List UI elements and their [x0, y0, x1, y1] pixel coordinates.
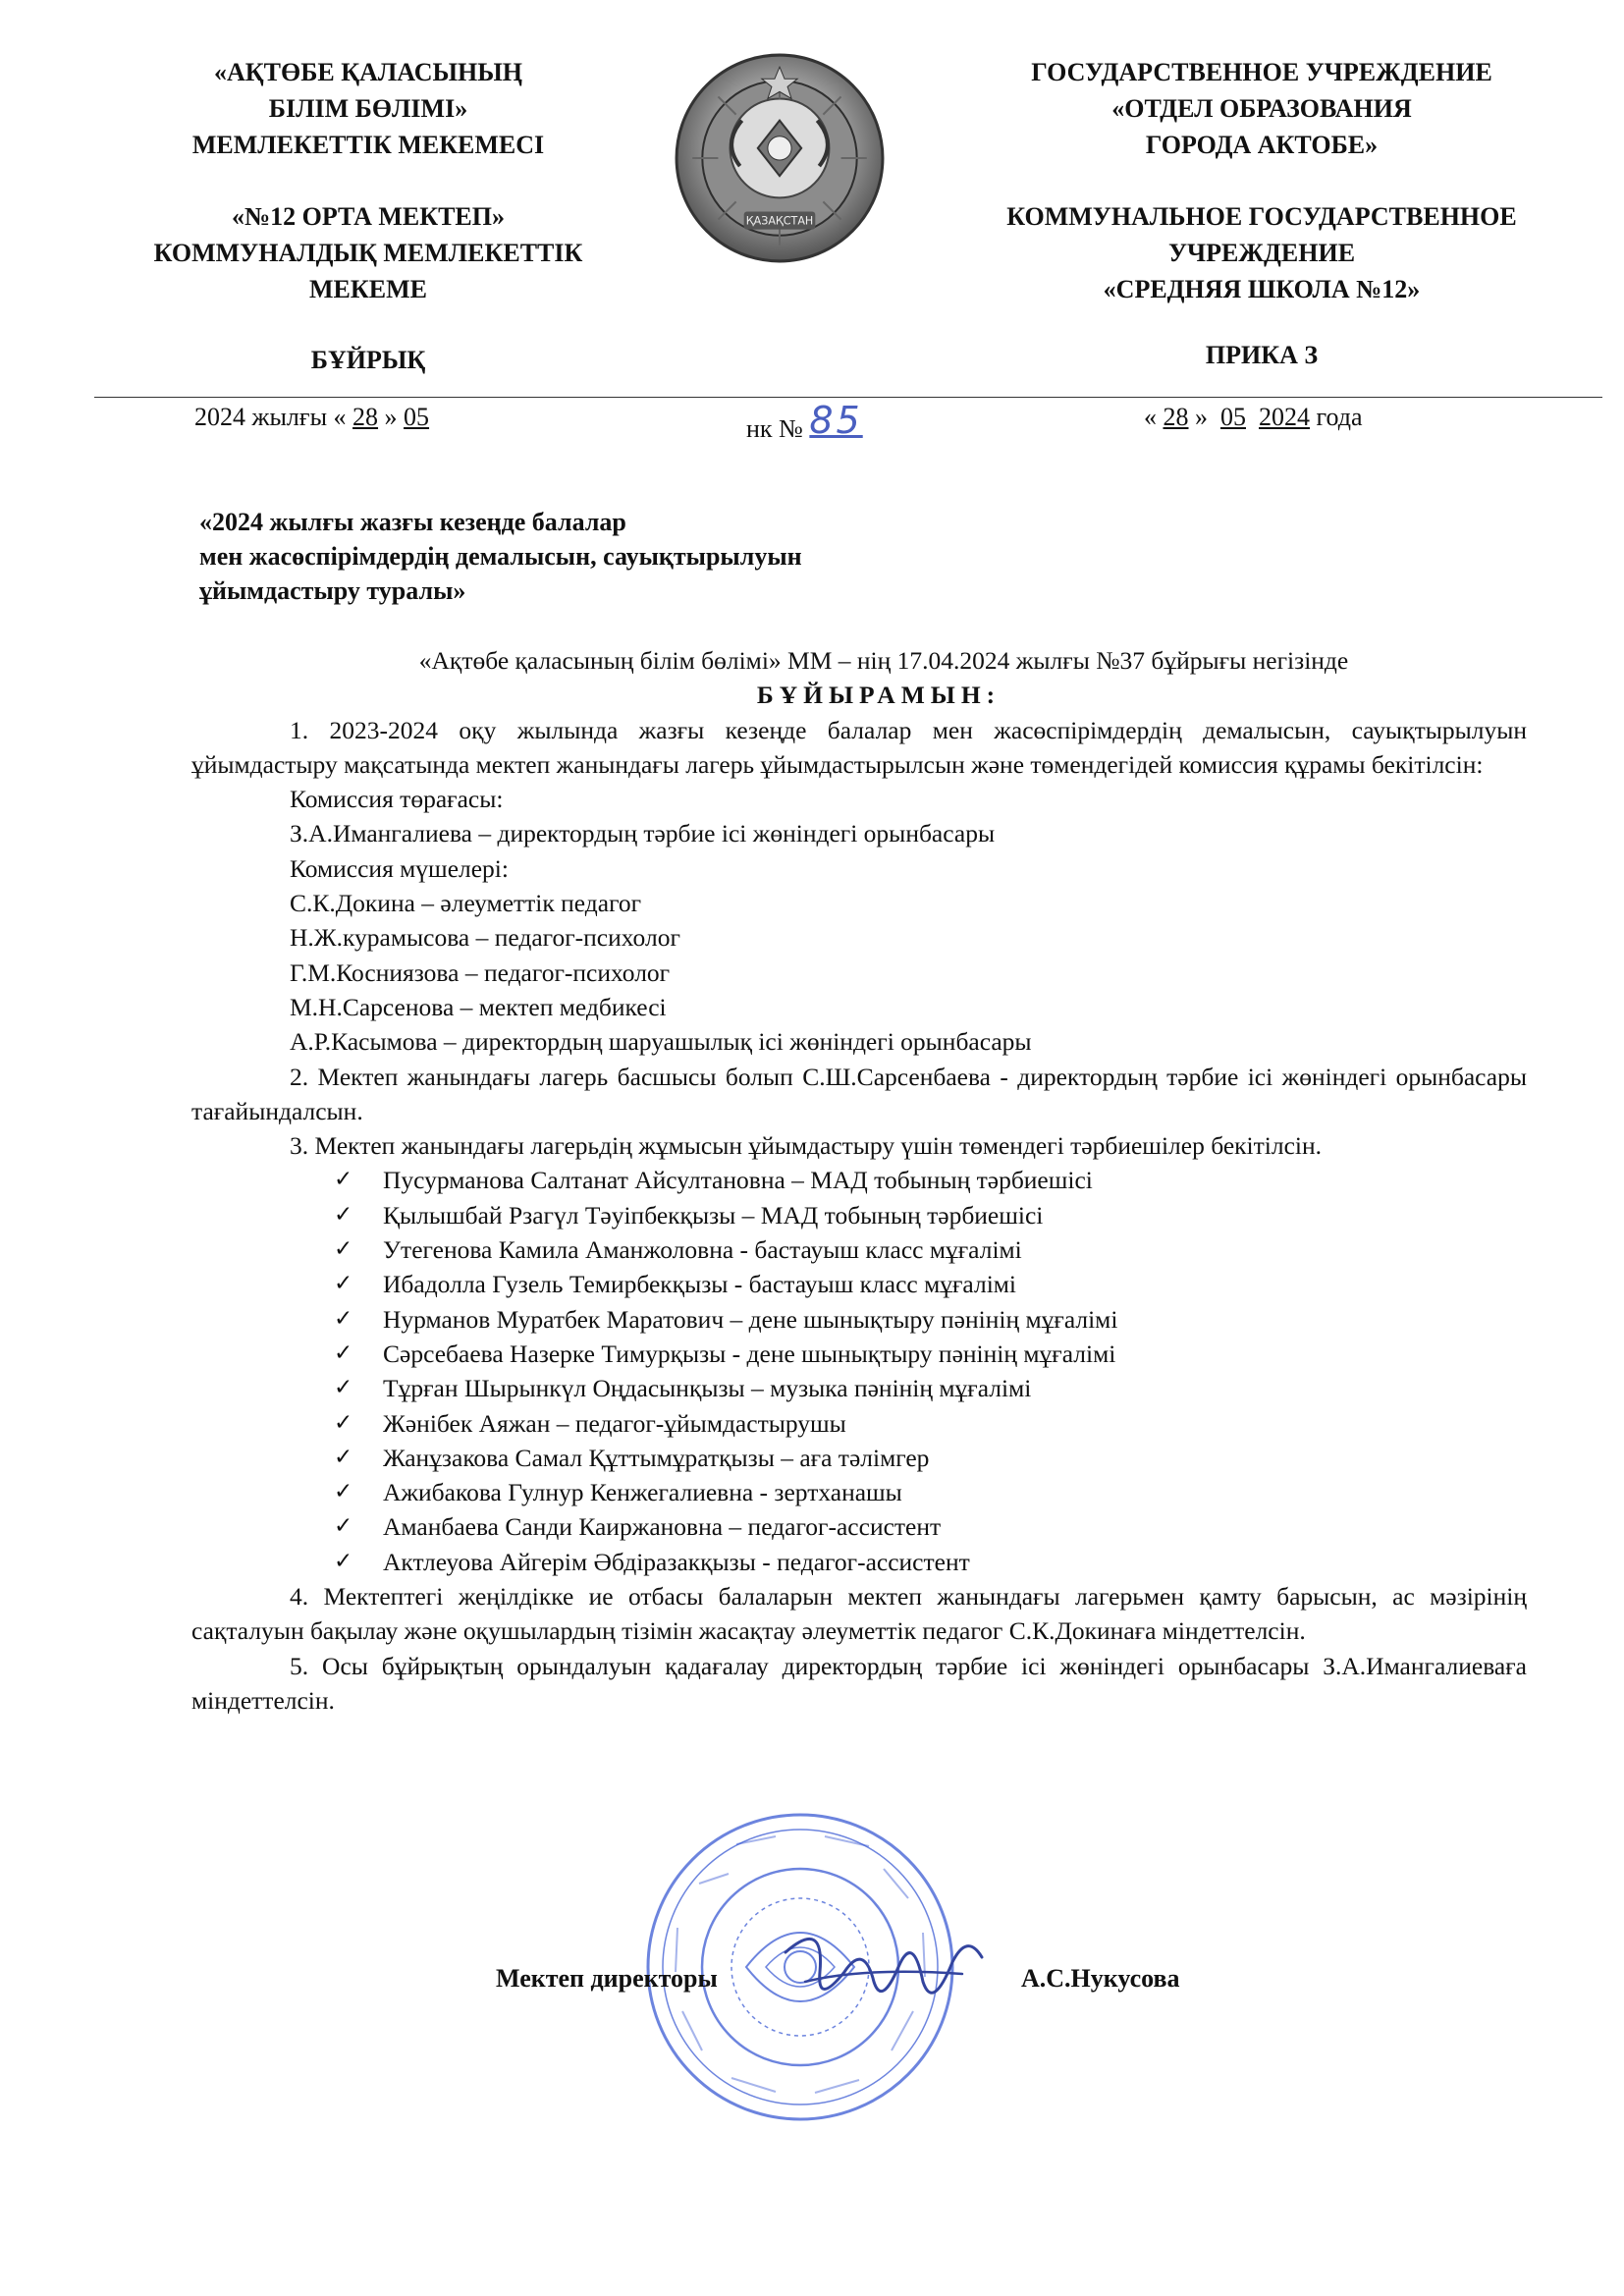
header-right-dept-line: «ОТДЕЛ ОБРАЗОВАНИЯ [1111, 94, 1412, 123]
signatory-title: Мектеп директоры [496, 1964, 718, 1993]
commission-member: М.Н.Сарсенова – мектеп медбикесі [290, 992, 667, 1021]
check-icon: ✓ [334, 1305, 353, 1332]
header-left-school-line: КОММУНАЛДЫҚ МЕМЛЕКЕТТІК [153, 239, 583, 267]
commission-member: Г.М.Косниязова – педагог-психолог [290, 957, 671, 987]
commission-member: Н.Ж.курамысова – педагог-психолог [290, 923, 680, 953]
date-kz-year: 2024 [194, 403, 245, 431]
item-2: 2. Мектеп жанындағы лагерь басшысы болып С.Ш.Сарсенбаева - директордың тәрбие ісі жөніндегі орынбасары тағайындалсын. [191, 1062, 1527, 1125]
header-left-school-line: МЕКЕМЕ [309, 275, 427, 303]
check-icon: ✓ [334, 1201, 353, 1228]
check-icon: ✓ [334, 1167, 353, 1193]
header-left-dept-line: МЕМЛЕКЕТТІК МЕКЕМЕСІ [191, 131, 545, 159]
header-right-school-line: «СРЕДНЯЯ ШКОЛА №12» [1103, 275, 1421, 303]
date-ru: « 28 » 05 2024 года [1144, 403, 1363, 431]
date-kz-month: 05 [404, 403, 430, 431]
list-item: ✓ Нурманов Муратбек Маратович – дене шынықтыру пәнінің мұғалімі [334, 1302, 1527, 1337]
list-item: ✓ Тұрған Шырынкүл Оңдасынқызы – музыка пәнінің мұғалімі [334, 1371, 1527, 1405]
state-emblem-icon [671, 49, 889, 267]
header-left-dept-line: «АҚТӨБЕ ҚАЛАСЫНЫҢ [214, 58, 522, 86]
doc-title-kz: БҰЙРЫҚ [310, 346, 426, 374]
date-ru-day: 28 [1163, 403, 1189, 431]
order-heading: БҰЙЫРАМЫН: [756, 681, 1001, 710]
order-subject [199, 505, 802, 608]
check-icon: ✓ [334, 1444, 353, 1470]
header-left-dept-line: БІЛІМ БӨЛІМІ» [268, 94, 468, 123]
commission-member: С.К.Докина – әлеуметтік педагог [290, 889, 642, 918]
date-kz-year-word: жылғы [251, 403, 328, 431]
item-3: 3. Мектеп жанындағы лагерьдің жұмысын ұйымдастыру үшін төмендегі тәрбиешілер бекітілсін. [290, 1131, 1323, 1161]
list-item: ✓ Сәрсебаева Назерке Тимурқызы - дене шынықтыру пәнінің мұғалімі [334, 1337, 1527, 1371]
check-icon: ✓ [334, 1339, 353, 1366]
list-item: ✓ Аманбаева Санди Каиржановна – педагог-ассистент [334, 1509, 1527, 1544]
commission-chair: З.А.Имангалиева – директордың тәрбие ісі жөніндегі орынбасары [290, 819, 996, 848]
date-kz-day: 28 [352, 403, 379, 431]
commission-chair-label: Комиссия төрағасы: [290, 785, 504, 814]
header-right [933, 54, 1591, 373]
list-item: ✓ Пусурманова Салтанат Айсултановна – МАД тобының тәрбиешісі [334, 1163, 1527, 1197]
date-ru-month: 05 [1220, 403, 1246, 431]
list-item: ✓ Жанұзакова Самал Құттымұратқызы – аға тәлімгер [334, 1441, 1527, 1475]
date-ru-suffix: года [1316, 403, 1363, 431]
order-number [746, 399, 863, 446]
subject-line: ұйымдастыру туралы» [199, 576, 466, 605]
list-item: ✓ Утегенова Камила Аманжоловна - бастауыш класс мұғалімі [334, 1232, 1527, 1267]
commission-member: А.Р.Касымова – директордың шаруашылық ісі жөніндегі орынбасары [290, 1027, 1032, 1057]
list-item: ✓ Ибадолла Гузель Темирбекқызы - бастауыш класс мұғалімі [334, 1267, 1527, 1301]
check-icon: ✓ [334, 1236, 353, 1263]
check-icon: ✓ [334, 1271, 353, 1297]
header-right-dept-line: ГОСУДАРСТВЕННОЕ УЧРЕЖДЕНИЕ [1031, 58, 1492, 86]
subject-line: мен жасөспірімдердің демалысын, сауықтырылуын [199, 542, 802, 571]
item-5: 5. Осы бұйрықтың орындалуын қадағалау директордың тәрбие ісі жөніндегі орынбасары З.А.Имангалиеваға міндеттелсін. [191, 1651, 1527, 1715]
list-item: ✓ Қылышбай Рзагүл Тәуіпбекқызы – МАД тобының тәрбиешісі [334, 1198, 1527, 1232]
check-icon: ✓ [334, 1548, 353, 1574]
header-right-dept-line: ГОРОДА АКТОБЕ» [1145, 131, 1379, 159]
check-icon: ✓ [334, 1409, 353, 1436]
order-basis: «Ақтөбе қаласының білім бөлімі» ММ – нің 17.04.2024 жылғы №37 бұйрығы негізінде [418, 646, 1349, 675]
order-number-value: 85 [809, 399, 863, 442]
list-item: ✓ Жәнібек Аяжан – педагог-ұйымдастырушы [334, 1406, 1527, 1441]
check-icon: ✓ [334, 1375, 353, 1401]
signatory-name: А.С.Нукусова [1021, 1964, 1180, 1993]
list-item: ✓ Актлеуова Айгерім Әбдіразакқызы - педагог-ассистент [334, 1545, 1527, 1579]
header-left-school-line: «№12 ОРТА МЕКТЕП» [231, 202, 505, 231]
item-1: 1. 2023-2024 оқу жылында жазғы кезеңде балалар мен жасөспірімдердің демалысын, сауықтырылуын ұйымдастыру мақсатында мектеп жанындағы лагерь ұйымдастырылсын және төмендегідей комиссия құрамы бекітілсін: [191, 715, 1527, 779]
order-body [191, 643, 1527, 1718]
check-icon: ✓ [334, 1513, 353, 1540]
subject-line: «2024 жылғы жазғы кезеңде балалар [199, 508, 626, 536]
handwritten-signature [766, 1913, 992, 2021]
emblem-ribbon-text: ҚАЗАҚСТАН [745, 214, 814, 228]
date-ru-year: 2024 [1259, 403, 1310, 431]
commission-members-label: Комиссия мүшелері: [290, 853, 509, 883]
header-divider [94, 397, 1602, 398]
header-right-school-line: КОММУНАЛЬНОЕ ГОСУДАРСТВЕННОЕ [1006, 202, 1517, 231]
header-right-school-line: УЧРЕЖДЕНИЕ [1167, 239, 1356, 267]
check-icon: ✓ [334, 1479, 353, 1505]
doc-title-ru: ПРИКА З [1205, 341, 1319, 369]
item-4: 4. Мектептегі жеңілдікке ие отбасы балаларын мектеп жанындағы лагерьмен қамту барысын, ас мәзірінің сақталуын бақылау және оқушылардың тізімін жасақтау әлеуметтік педагог С.К.Докинаға міндеттелсін. [191, 1582, 1527, 1646]
date-kz: 2024 жылғы « 28 » 05 [194, 403, 430, 431]
header-left [108, 54, 628, 378]
list-item: ✓ Ажибакова Гулнур Кенжегалиевна - зертханашы [334, 1475, 1527, 1509]
order-number-prefix: нк № [746, 414, 803, 443]
educator-list [191, 1163, 1527, 1579]
